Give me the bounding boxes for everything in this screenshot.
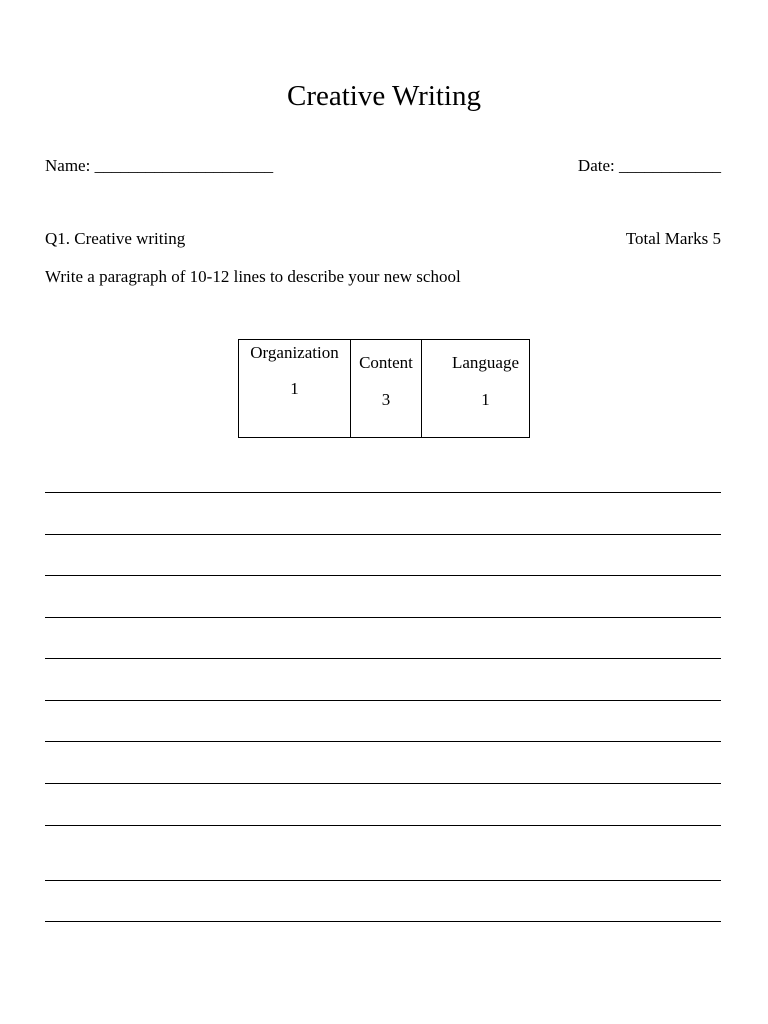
total-marks: Total Marks 5 xyxy=(625,229,721,248)
rubric-marks: 1 xyxy=(481,390,490,409)
writing-line xyxy=(45,700,721,701)
writing-area[interactable] xyxy=(45,0,721,1024)
writing-line xyxy=(45,658,721,659)
date-field: Date: ____________ xyxy=(577,156,721,175)
writing-line xyxy=(45,575,721,576)
writing-line xyxy=(45,825,721,826)
question-label: Q1. Creative writing xyxy=(45,229,186,248)
writing-line xyxy=(45,741,721,742)
writing-line xyxy=(45,534,721,535)
rubric-marks: 1 xyxy=(290,379,299,398)
rubric-criterion: Content xyxy=(359,353,413,372)
writing-line xyxy=(45,617,721,618)
writing-line xyxy=(45,783,721,784)
name-field: Name: _____________________ xyxy=(45,156,274,175)
writing-line xyxy=(45,492,721,493)
writing-line xyxy=(45,921,721,922)
rubric-marks: 3 xyxy=(381,390,391,409)
rubric-criterion: Language xyxy=(451,353,520,372)
instruction-text: Write a paragraph of 10-12 lines to describe your new school xyxy=(45,267,461,286)
rubric-criterion: Organization xyxy=(250,343,339,362)
writing-line xyxy=(45,880,721,881)
page-title: Creative Writing xyxy=(287,80,481,112)
